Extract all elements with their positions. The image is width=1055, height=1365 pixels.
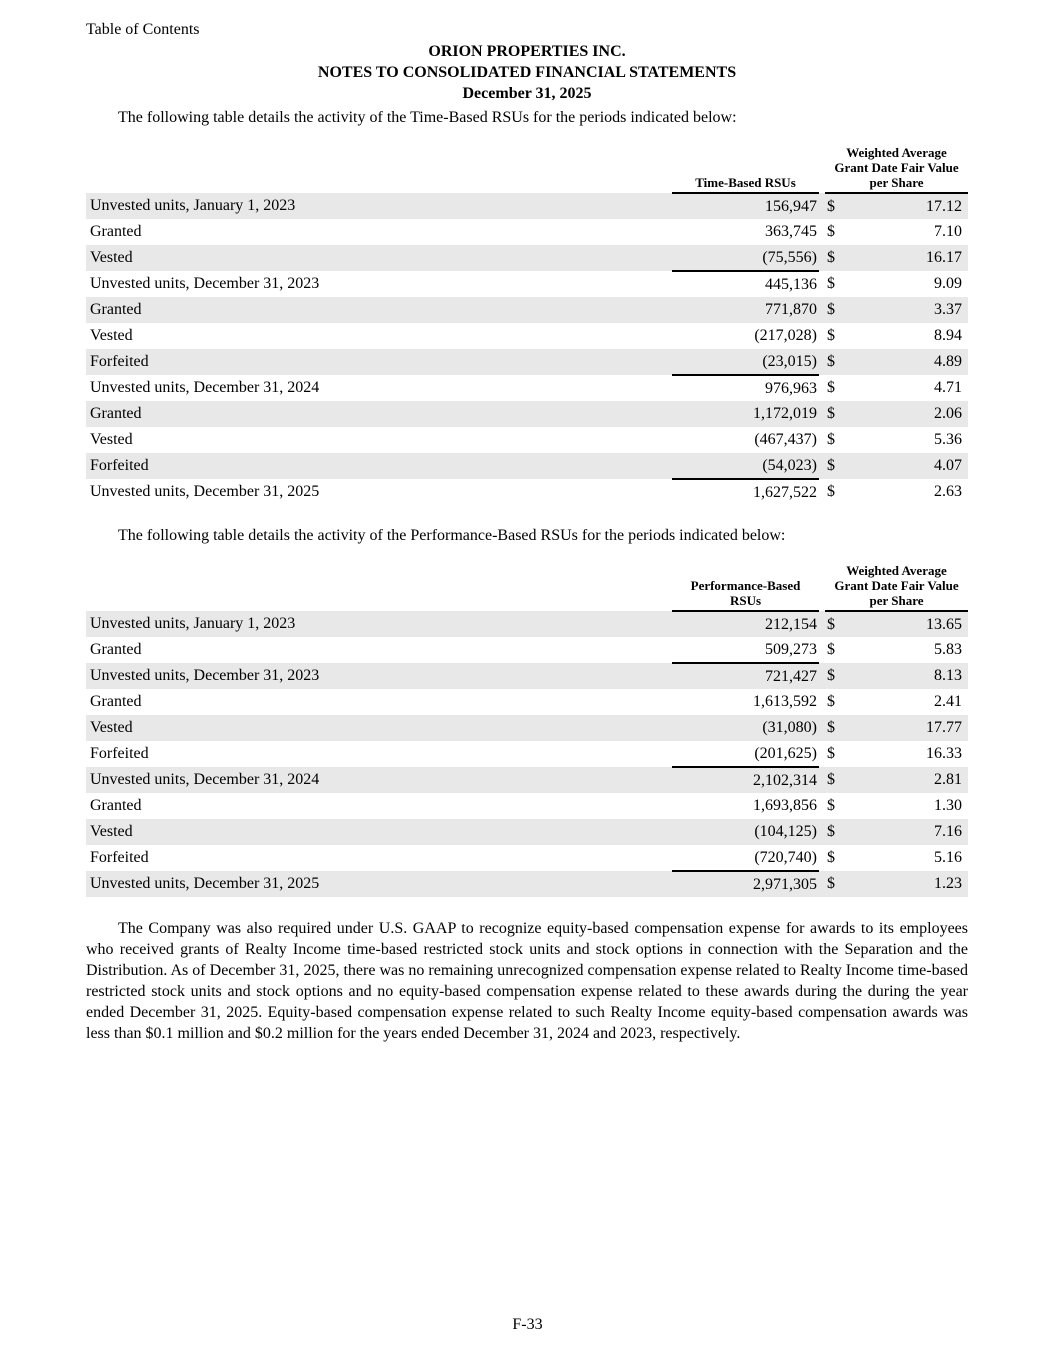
row-units-value: (720,740) xyxy=(672,845,819,871)
row-fair-value: 5.36 xyxy=(934,431,963,448)
row-label: Forfeited xyxy=(86,349,672,375)
row-fair-value: 9.09 xyxy=(934,275,963,292)
table-row xyxy=(86,323,968,349)
row-label: Unvested units, December 31, 2025 xyxy=(90,483,320,500)
row-fair-value: 16.33 xyxy=(926,745,963,762)
row-fair-value: 2.81 xyxy=(845,767,968,793)
currency-symbol: $ xyxy=(827,641,835,658)
row-label: Granted xyxy=(86,297,672,323)
table-row xyxy=(86,611,968,637)
currency-symbol: $ xyxy=(825,715,845,741)
table-row xyxy=(86,401,968,427)
table-row xyxy=(86,219,968,245)
currency-symbol: $ xyxy=(827,327,835,344)
row-units-value: 156,947 xyxy=(672,193,819,219)
row-units-value: (104,125) xyxy=(672,819,819,845)
row-units-value: (75,556) xyxy=(672,245,819,271)
row-label: Granted xyxy=(90,223,142,240)
performance-based-rsus-table xyxy=(86,563,968,897)
currency-symbol: $ xyxy=(827,223,835,240)
currency-symbol: $ xyxy=(827,745,835,762)
row-fair-value: 17.12 xyxy=(845,193,968,219)
row-units-value: 445,136 xyxy=(765,275,817,293)
table-row xyxy=(86,193,968,219)
currency-symbol: $ xyxy=(825,245,845,271)
closing-paragraph: The Company was also required under U.S. GAAP to recognize equity-based compensation expense for awards to its employees who received grants of Realty Income time-based restricted stock units and stock options in connection with the Separation and the Distribution. As of December 31, 2025, there was no remaining unrecognized compensation expense related to Realty Income time-based restricted stock units and stock options and no equity-based compensation expense related to these awards during the during the year ended December 31, 2025. Equity-based compensation expense related to such Realty Income equity-based compensation awards was less than $0.1 million and $0.2 million for the years ended December 31, 2024 and 2023, respectively. xyxy=(86,920,968,1042)
time-based-intro-paragraph: The following table details the activity of the Time-Based RSUs for the periods indicated below: xyxy=(118,109,737,126)
row-fair-value: 5.83 xyxy=(934,641,963,658)
row-label: Forfeited xyxy=(90,849,149,866)
table-row xyxy=(86,271,968,297)
table-row xyxy=(86,297,968,323)
fair-value-column-header: Weighted Average Grant Date Fair Value per Share xyxy=(825,563,968,611)
row-units-value: 721,427 xyxy=(672,663,819,689)
table-body xyxy=(86,193,968,505)
row-units-value: 1,693,856 xyxy=(753,797,817,814)
currency-symbol: $ xyxy=(825,663,845,689)
row-units-value: 1,627,522 xyxy=(753,483,817,501)
row-label: Unvested units, January 1, 2023 xyxy=(86,611,672,637)
table-of-contents-link[interactable]: Table of Contents xyxy=(86,21,200,38)
row-fair-value: 2.06 xyxy=(845,401,968,427)
row-label: Granted xyxy=(90,641,142,658)
table-row xyxy=(86,349,968,375)
currency-symbol: $ xyxy=(827,849,835,866)
table-row xyxy=(86,245,968,271)
row-units-value: 1,613,592 xyxy=(753,693,817,710)
row-fair-value: 1.30 xyxy=(934,797,963,814)
row-label: Vested xyxy=(86,245,672,271)
row-label: Vested xyxy=(86,819,672,845)
company-name: ORION PROPERTIES INC. xyxy=(428,43,626,60)
table-row xyxy=(86,741,968,767)
row-label: Granted xyxy=(90,693,142,710)
row-fair-value: 7.10 xyxy=(934,223,963,240)
row-units-value: (217,028) xyxy=(754,327,817,344)
row-fair-value: 2.63 xyxy=(934,483,963,500)
table-row xyxy=(86,375,968,401)
currency-symbol: $ xyxy=(827,483,835,500)
currency-symbol: $ xyxy=(827,431,835,448)
table-row xyxy=(86,663,968,689)
row-label: Unvested units, December 31, 2024 xyxy=(86,767,672,793)
row-fair-value: 8.94 xyxy=(934,327,963,344)
row-fair-value: 1.23 xyxy=(845,871,968,897)
units-column-header: Time-Based RSUs xyxy=(672,145,819,193)
row-label: Unvested units, December 31, 2023 xyxy=(86,663,672,689)
row-fair-value: 7.16 xyxy=(845,819,968,845)
table-row xyxy=(86,637,968,663)
table-row xyxy=(86,871,968,897)
currency-symbol: $ xyxy=(827,797,835,814)
document-title: NOTES TO CONSOLIDATED FINANCIAL STATEMENTS xyxy=(317,64,737,81)
row-label: Forfeited xyxy=(86,453,672,479)
currency-symbol: $ xyxy=(827,379,835,396)
table-row xyxy=(86,793,968,819)
table-row xyxy=(86,819,968,845)
currency-symbol: $ xyxy=(825,297,845,323)
row-label: Unvested units, December 31, 2023 xyxy=(90,275,320,292)
currency-symbol: $ xyxy=(825,871,845,897)
row-units-value: 2,971,305 xyxy=(672,871,819,897)
table-row xyxy=(86,453,968,479)
row-units-value: 363,745 xyxy=(765,223,817,240)
currency-symbol: $ xyxy=(825,193,845,219)
row-units-value: 509,273 xyxy=(672,637,819,663)
row-units-value: 976,963 xyxy=(765,379,817,397)
currency-symbol: $ xyxy=(825,401,845,427)
row-label: Vested xyxy=(86,715,672,741)
row-units-value: 771,870 xyxy=(672,297,819,323)
table-row xyxy=(86,767,968,793)
row-label: Unvested units, December 31, 2024 xyxy=(90,379,320,396)
row-fair-value: 4.71 xyxy=(934,379,963,396)
row-fair-value: 2.41 xyxy=(934,693,963,710)
label-column-header xyxy=(86,563,672,611)
row-units-value: (201,625) xyxy=(672,741,819,767)
table-row xyxy=(86,479,968,505)
row-label: Unvested units, January 1, 2023 xyxy=(86,193,672,219)
row-fair-value: 16.17 xyxy=(845,245,968,271)
document-date: December 31, 2025 xyxy=(462,85,592,102)
row-fair-value: 17.77 xyxy=(845,715,968,741)
row-units-value: (54,023) xyxy=(672,453,819,479)
row-fair-value: 4.89 xyxy=(845,349,968,375)
table-header-row xyxy=(86,563,968,611)
row-label: Unvested units, December 31, 2025 xyxy=(86,871,672,897)
currency-symbol: $ xyxy=(825,453,845,479)
table-row xyxy=(86,715,968,741)
row-fair-value: 5.16 xyxy=(934,849,963,866)
row-label: Vested xyxy=(90,327,133,344)
table-body xyxy=(86,611,968,897)
row-label: Granted xyxy=(90,797,142,814)
row-units-value: 1,172,019 xyxy=(672,401,819,427)
fair-value-column-header: Weighted Average Grant Date Fair Value per Share xyxy=(825,145,968,193)
row-label: Vested xyxy=(90,431,133,448)
time-based-rsus-table xyxy=(86,145,968,505)
document-header xyxy=(86,41,968,104)
currency-symbol: $ xyxy=(825,767,845,793)
currency-symbol: $ xyxy=(827,275,835,292)
label-column-header xyxy=(86,145,672,193)
performance-based-intro-paragraph: The following table details the activity of the Performance-Based RSUs for the periods indicated below: xyxy=(118,527,786,544)
row-fair-value: 8.13 xyxy=(845,663,968,689)
row-units-value: (467,437) xyxy=(754,431,817,448)
currency-symbol: $ xyxy=(825,819,845,845)
currency-symbol: $ xyxy=(825,611,845,637)
units-column-header: Performance-Based RSUs xyxy=(672,563,819,611)
page-number: F-33 xyxy=(512,1316,543,1333)
row-fair-value: 4.07 xyxy=(845,453,968,479)
row-units-value: 212,154 xyxy=(672,611,819,637)
row-units-value: 2,102,314 xyxy=(672,767,819,793)
row-label: Forfeited xyxy=(90,745,149,762)
currency-symbol: $ xyxy=(827,693,835,710)
table-header-row xyxy=(86,145,968,193)
row-fair-value: 13.65 xyxy=(845,611,968,637)
row-units-value: (31,080) xyxy=(672,715,819,741)
currency-symbol: $ xyxy=(825,349,845,375)
row-units-value: (23,015) xyxy=(672,349,819,375)
table-row xyxy=(86,845,968,871)
row-label: Granted xyxy=(86,401,672,427)
table-row xyxy=(86,427,968,453)
row-fair-value: 3.37 xyxy=(845,297,968,323)
table-row xyxy=(86,689,968,715)
